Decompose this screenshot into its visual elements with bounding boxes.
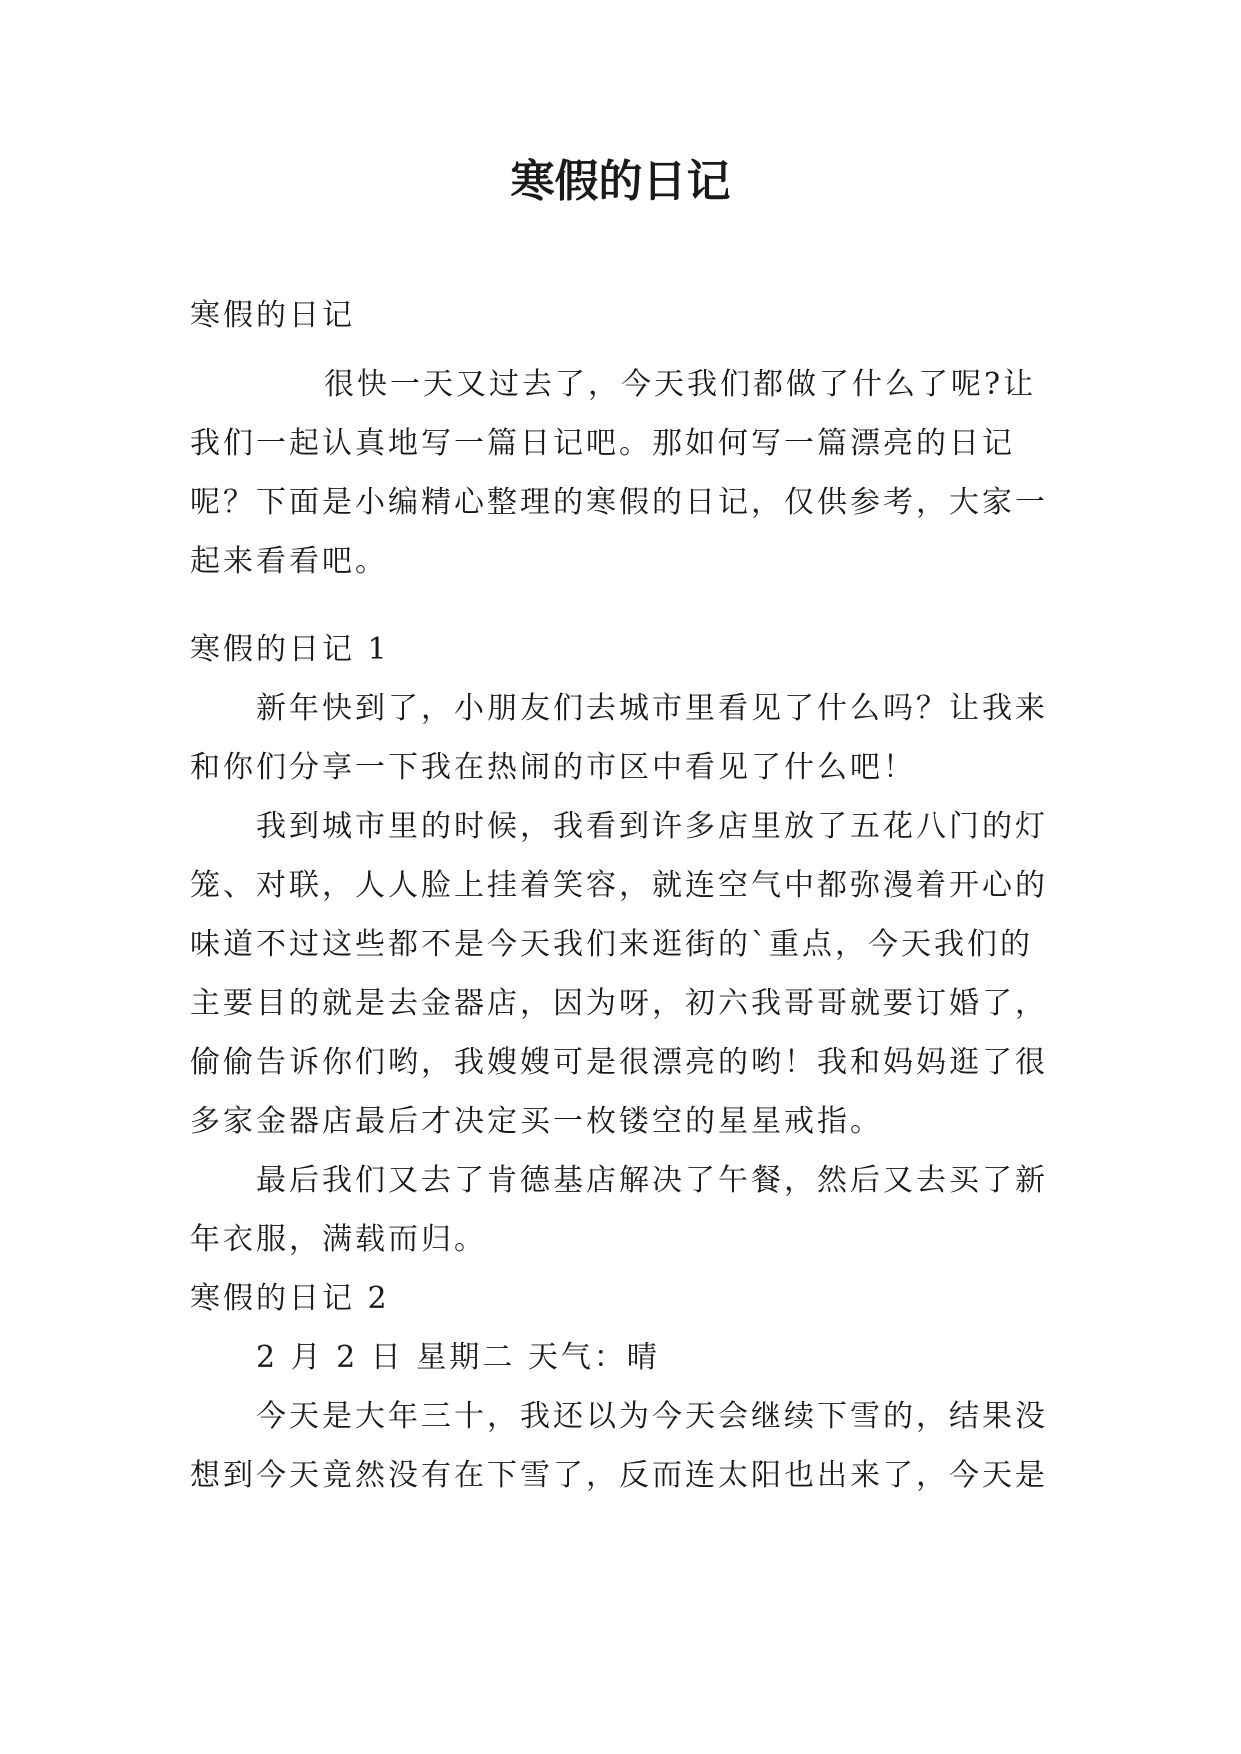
intro-line: 很快一天又过去了，今天我们都做了什么了呢?让	[324, 367, 1037, 402]
diary-1-line: 我到城市里的时候，我看到许多店里放了五花八门的灯	[256, 809, 1048, 844]
intro-line: 我们一起认真地写一篇日记吧。那如何写一篇漂亮的日记	[190, 426, 1015, 461]
subtitle-line: 寒假的日记	[190, 298, 355, 333]
diary-1-line: 味道不过这些都不是今天我们来逛街的`重点，今天我们的	[190, 927, 1033, 962]
diary-1-line: 和你们分享一下我在热闹的市区中看见了什么吧！	[190, 750, 916, 785]
diary-2-heading: 寒假的日记 2	[190, 1281, 390, 1316]
subtitle	[190, 286, 1060, 345]
diary-1-line: 最后我们又去了肯德基店解决了午餐，然后又去买了新	[256, 1163, 1048, 1198]
diary-2-line: 今天是大年三十，我还以为今天会继续下雪的，结果没	[256, 1399, 1048, 1434]
diary-2-date-line: 2 月 2 日 星期二 天气：晴	[256, 1340, 660, 1375]
intro-line: 呢？下面是小编精心整理的寒假的日记，仅供参考，大家一	[190, 485, 1048, 520]
diary-1-section	[190, 620, 1060, 1505]
diary-1-heading: 寒假的日记 1	[190, 632, 390, 667]
diary-1-line: 偷偷告诉你们哟，我嫂嫂可是很漂亮的哟！我和妈妈逛了很	[190, 1045, 1048, 1080]
diary-1-line: 主要目的就是去金器店，因为呀，初六我哥哥就要订婚了，	[190, 986, 1048, 1021]
diary-2-line: 想到今天竟然没有在下雪了，反而连太阳也出来了，今天是	[190, 1458, 1048, 1493]
diary-1-line: 年衣服，满载而归。	[190, 1222, 487, 1257]
document-title: 寒假的日记	[510, 156, 731, 207]
intro-line: 起来看看吧。	[190, 544, 388, 579]
diary-1-line: 多家金器店最后才决定买一枚镂空的星星戒指。	[190, 1104, 883, 1139]
diary-1-line: 笼、对联，人人脸上挂着笑容，就连空气中都弥漫着开心的	[190, 868, 1048, 903]
intro-paragraph	[190, 355, 1060, 591]
diary-1-line: 新年快到了，小朋友们去城市里看见了什么吗？让我来	[256, 691, 1048, 726]
